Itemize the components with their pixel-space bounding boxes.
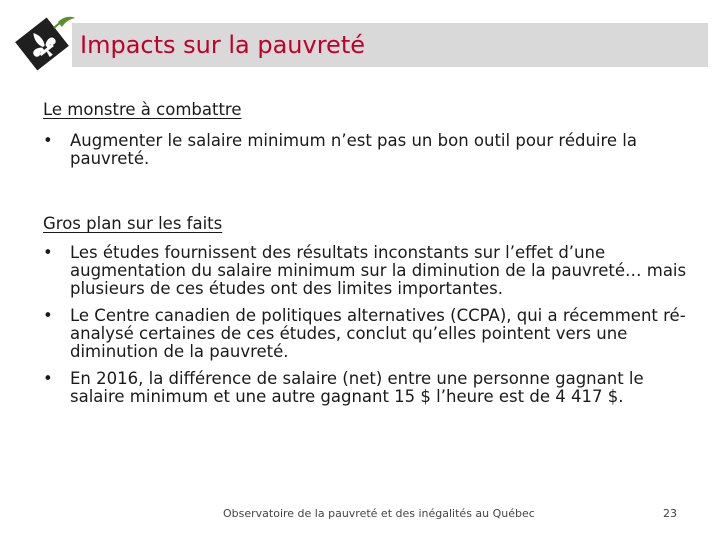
- bullet-icon: •: [43, 131, 53, 150]
- bullet-item: [43, 307, 693, 361]
- bullet-item: [43, 244, 693, 298]
- bullet-list: [43, 244, 693, 406]
- section-heading: Le monstre à combattre: [43, 100, 242, 119]
- section-faits: [43, 214, 693, 406]
- page-number: 23: [663, 507, 677, 520]
- slide-title: Impacts sur la pauvreté: [80, 31, 365, 59]
- bullet-icon: •: [43, 369, 53, 388]
- section-heading: Gros plan sur les faits: [43, 214, 223, 233]
- bullet-text: Les études fournissent des résultats inconstants sur l’effet d’une augmentation du salaire minimum sur la diminution de la pauvreté… mais plusieurs de ces études ont des limites importantes.: [70, 243, 687, 298]
- footer-source: Observatoire de la pauvreté et des inégalités au Québec: [223, 507, 535, 520]
- fleur-de-lis-icon: [14, 14, 76, 72]
- bullet-text: Augmenter le salaire minimum n’est pas un bon outil pour réduire la pauvreté.: [70, 131, 637, 168]
- bullet-text: En 2016, la différence de salaire (net) entre une personne gagnant le salaire minimum et une autre gagnant 15 $ l’heure est de 4 417 $.: [70, 369, 644, 406]
- bullet-item: [43, 132, 693, 168]
- bullet-list: [43, 132, 693, 168]
- slide-content: [43, 100, 693, 406]
- section-monstre: [43, 100, 693, 168]
- slide-footer: [0, 507, 720, 523]
- fleur-de-lis-logo: [14, 14, 76, 72]
- bullet-icon: •: [43, 243, 53, 262]
- bullet-icon: •: [43, 306, 53, 325]
- bullet-item: [43, 370, 693, 406]
- bullet-text: Le Centre canadien de politiques alternatives (CCPA), qui a récemment ré-analysé certaines de ces études, conclut qu’elles pointent vers une diminution de la pauvreté.: [70, 306, 686, 361]
